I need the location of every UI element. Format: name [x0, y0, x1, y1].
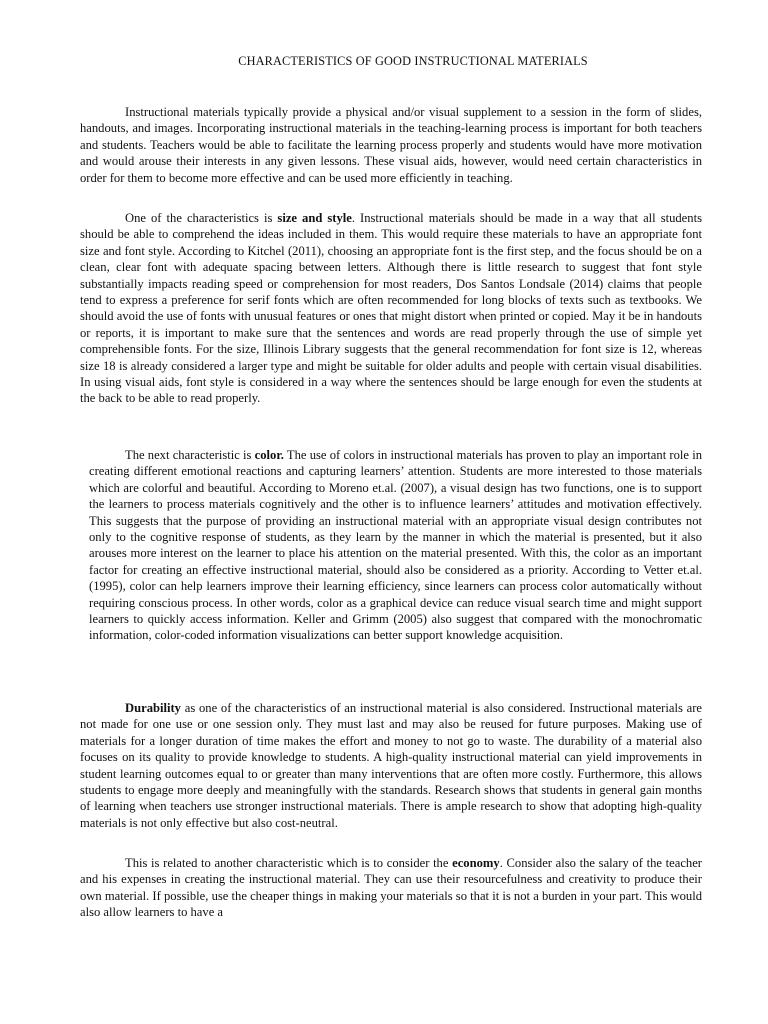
paragraph-text-after: . Consider also the salary of the teacher and his expenses in creating the instructional material. They can use their resourcefulness and creativity to produce their own material. If possible, use the cheaper things in making your materials so that it is not a burden in your part. This would also allow learners to have a [80, 856, 702, 920]
keyword-durability: Durability [125, 701, 181, 715]
keyword-size-and-style: size and style [277, 211, 352, 225]
paragraph-introduction [80, 104, 702, 186]
paragraph-size-and-style [80, 210, 702, 407]
keyword-economy: economy [452, 856, 500, 870]
paragraph-color [89, 447, 702, 644]
paragraph-text-before: The next characteristic is [125, 448, 255, 462]
paragraph-text-after: . Instructional materials should be made in a way that all students should be able to comprehend the ideas included in them. This would require these materials to have an appropriate font size and font style. According to Kitchel (2011), choosing an appropriate font is the first step, and the focus should be on a clean, clear font with adequate spacing between letters. Although there is little research to suggest that font style substantially impacts reading speed or comprehension for most readers, Dos Santos Londsale (2014) claims that people tend to express a preference for serif fonts which are often recommended for long blocks of texts such as textbooks. We should avoid the use of fonts with unusual features or ones that might distort when printed or copied. May it be in handouts or reports, it is important to make sure that the sentences and words are read properly through the use of simple yet comprehensible fonts. For the size, Illinois Library suggests that the general recommendation for font size is 12, whereas size 18 is already considered a larger type and might be suitable for older adults and people with certain visual disabilities. In using visual aids, font style is considered in a way where the sentences should be large enough for even the students at the back to be able to read properly. [80, 211, 702, 406]
keyword-color: color. [254, 448, 284, 462]
paragraph-text-after: as one of the characteristics of an instructional material is also considered. Instructional materials are not made for one use or one session only. They must last and may also be reused for future purposes. Making use of materials for a longer duration of time makes the effort and money to not go to waste. The durability of a material also focuses on its quality to provide knowledge to students. A high-quality instructional material can yield improvements in student learning outcomes equal to or greater than many interventions that are often more costly. Furthermore, this allows students to engage more deeply and meaningfully with the standards. Research shows that students in general gain months of learning when teachers use stronger instructional materials. There is ample research to show that adopting high-quality materials is not only effective but also cost-neutral. [80, 701, 702, 830]
document-title: CHARACTERISTICS OF GOOD INSTRUCTIONAL MATERIALS [238, 54, 588, 68]
paragraph-text: Instructional materials typically provide a physical and/or visual supplement to a session in the form of slides, handouts, and images. Incorporating instructional materials in the teaching-learning process is important for both teachers and students. Teachers would be able to facilitate the learning process properly and students would have more motivation and would arouse their interests in any given lessons. These visual aids, however, would need certain characteristics in order for them to become more effective and can be used more efficiently in teaching. [80, 105, 702, 185]
paragraph-text-before: This is related to another characteristic which is to consider the [125, 856, 453, 870]
paragraph-economy [80, 855, 702, 921]
paragraph-text-before: One of the characteristics is [125, 211, 278, 225]
paragraph-text-after: The use of colors in instructional materials has proven to play an important role in creating different emotional reactions and capturing learners’ attention. Students are more interested to those materials which are colorful and beautiful. According to Moreno et.al. (2007), a visual design has two functions, one is to support the learners to process materials cognitively and the other is to influence learners’ attitudes and motivation effectively. This suggests that the purpose of providing an instructional material with an appropriate visual design contributes not only to the cognitive response of students, as they learn by the manner in which the material is presented, but it also arouses more interest on the learner to place his attention on the material presented. With this, the color as an important factor for creating an effective instructional material, should also be considered as a priority. According to Vetter et.al. (1995), color can help learners improve their learning efficiency, since learners can process color automatically without requiring conscious process. In other words, color as a graphical device can reduce visual search time and might support learners to quickly access information. Keller and Grimm (2005) also suggest that compared with the monochromatic information, color-coded information visualizations can better support knowledge acquisition. [89, 448, 703, 643]
paragraph-durability [80, 700, 702, 831]
document-page [80, 0, 702, 1024]
